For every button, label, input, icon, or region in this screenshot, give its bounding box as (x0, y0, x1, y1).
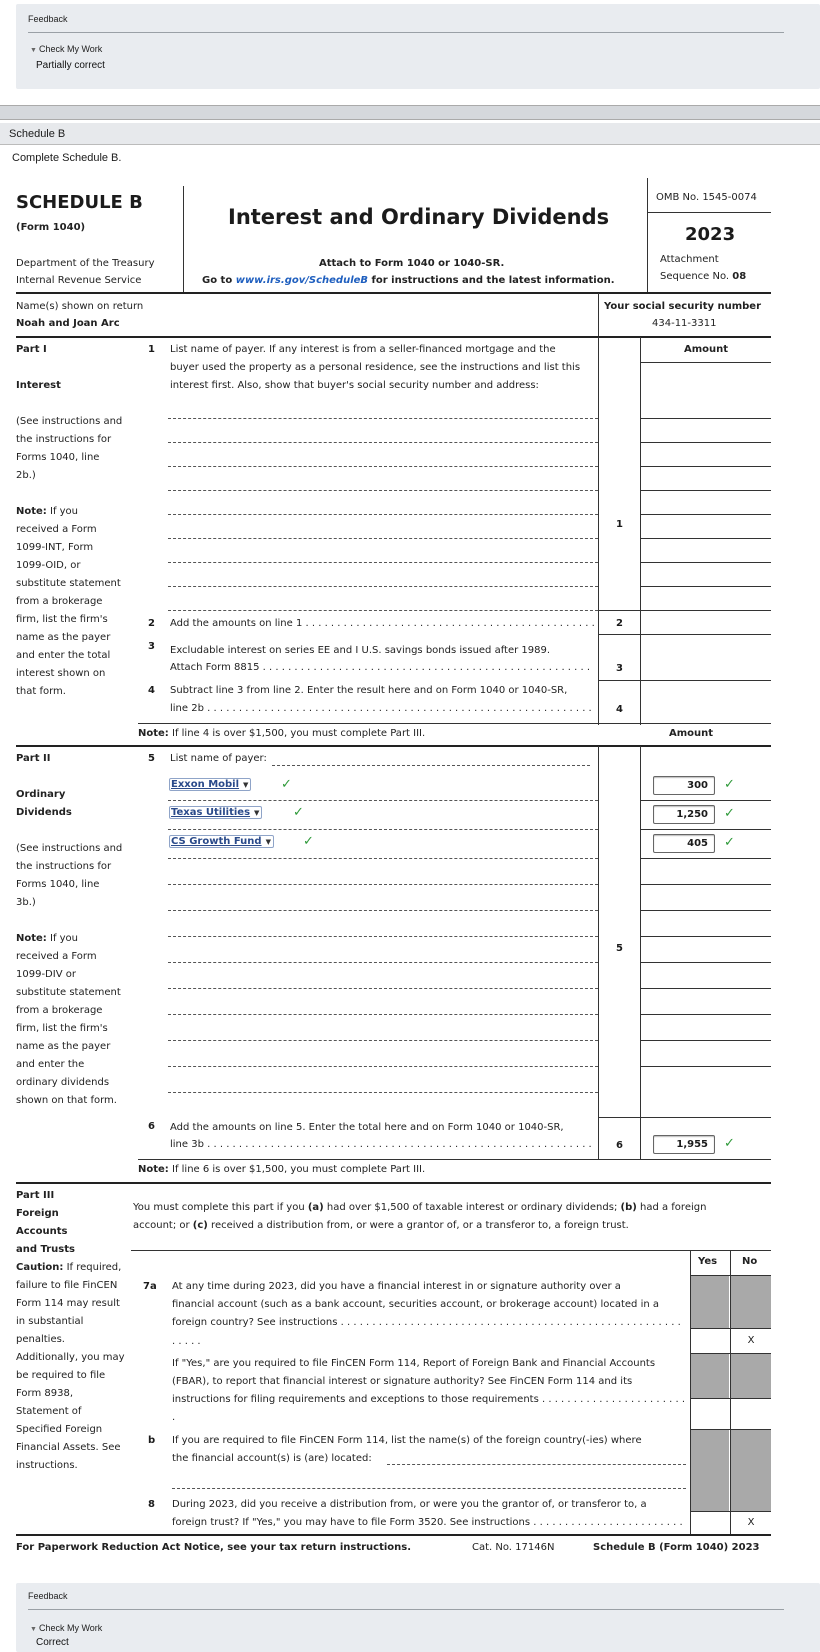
part1-note: Note: If you received a Form 1099-INT, Form 1099-OID, or substitute statement from a brokerage firm, list the firm's name as the payer and enter the total interest shown on that form. (16, 506, 121, 697)
interest-payer-row[interactable] (168, 514, 598, 515)
gray-cell (691, 1354, 729, 1398)
check-icon: ✓ (281, 777, 292, 792)
amount-row-rule (640, 1066, 771, 1067)
payer-select-exxon[interactable]: Exxon Mobil ▼ (169, 778, 251, 791)
q7b-country-input[interactable] (172, 1488, 686, 1489)
line6-total-input[interactable]: 1,955 (653, 1135, 715, 1154)
q7b-text: If you are required to file FinCEN Form 114, list the name(s) of the foreign country(-ies) where the financial account(s) is (are) located: (172, 1435, 642, 1464)
attach-text: Attach to Form 1040 or 1040-SR. (319, 258, 505, 269)
dividend-payer-row[interactable] (168, 988, 598, 989)
schedule-b-header (0, 123, 820, 145)
line2-rule (598, 634, 771, 635)
amount-row-rule (640, 514, 771, 515)
line2-box-number: 2 (616, 618, 623, 629)
line4-box-number: 4 (616, 704, 623, 715)
interest-payer-row[interactable] (168, 490, 598, 491)
yes-header: Yes (698, 1256, 718, 1267)
q7a-no-checkbox[interactable]: X (747, 1335, 755, 1346)
line6-number: 6 (148, 1121, 155, 1132)
dividend-payer-row[interactable] (168, 1014, 598, 1015)
q7a2-answer-rule (690, 1398, 771, 1399)
feedback-result: Partially correct (36, 60, 105, 71)
header-bottom-rule (16, 292, 771, 294)
part3-heading: Part III Foreign Accounts and Trusts (16, 1190, 75, 1255)
feedback-divider (28, 1609, 784, 1610)
interest-payer-row[interactable] (168, 586, 598, 587)
line4-number: 4 (148, 685, 155, 696)
gray-cell (691, 1276, 729, 1328)
amount-input-cs-growth[interactable]: 405 (653, 834, 715, 853)
check-my-work-toggle[interactable]: ▼ Check My Work (30, 1623, 103, 1633)
q7a-number: 7a (143, 1281, 157, 1292)
amount-row-rule (640, 1040, 771, 1041)
part2-col-a (598, 746, 599, 1160)
dividend-payer-row[interactable] (168, 884, 598, 885)
q7a-text: At any time during 2023, did you have a financial interest in or signature authority over a financial account (such as a bank account, securities account, or brokerage account) located in a foreign country? See instructions . . . . . . . . (172, 1278, 684, 1351)
form-subtitle: (Form 1040) (16, 222, 86, 233)
part1-bottom-rule (16, 745, 771, 747)
interest-payer-row[interactable] (168, 538, 598, 539)
q8-no-checkbox[interactable]: X (747, 1517, 755, 1528)
caret-down-icon: ▼ (243, 781, 249, 789)
gray-cell (731, 1276, 771, 1328)
amount-row-rule (598, 610, 771, 611)
amount-row-rule (640, 538, 771, 539)
amount-row-rule (640, 962, 771, 963)
header-divider-right (647, 178, 648, 292)
part2-amount-header: Amount (669, 728, 714, 739)
dividend-payer-row[interactable] (168, 1040, 598, 1041)
line2-text: Add the amounts on line 1 . . . (170, 615, 594, 633)
name-bottom-rule (16, 336, 771, 338)
schedule-b-header-title: Schedule B (9, 128, 66, 140)
amount-row-rule (640, 586, 771, 587)
amount-row-rule (640, 1014, 771, 1015)
omb-rule (647, 212, 771, 213)
line1-box-number: 1 (616, 519, 623, 530)
q7b-number: b (148, 1435, 156, 1446)
gray-cell (731, 1430, 771, 1511)
part2-note-part3: Note: If line 6 is over $1,500, you must complete Part III. (138, 1164, 426, 1175)
feedback-panel-bottom (16, 1583, 820, 1652)
amount-row-rule (640, 910, 771, 911)
q8-text: During 2023, did you receive a distribution from, or were you the grantor of, or transferor to, a foreign trust? If "Yes," you may have to file Form 3520. See instructions . . . (172, 1496, 684, 1532)
taxpayer-name: Noah and Joan Arc (16, 318, 120, 329)
line3-number: 3 (148, 641, 155, 652)
amount-row-rule (640, 936, 771, 937)
dividend-payer-row[interactable] (168, 936, 598, 937)
part1-heading: Interest (16, 380, 61, 391)
check-icon: ✓ (724, 806, 735, 821)
part3-intro-rule (131, 1250, 771, 1251)
form-bottom-rule (16, 1534, 771, 1536)
part2-bottom-rule (16, 1182, 771, 1184)
interest-payer-row[interactable] (168, 562, 598, 563)
amount-row-rule (640, 800, 771, 801)
line1-number: 1 (148, 344, 155, 355)
check-icon: ✓ (724, 777, 735, 792)
part1-note-part3: Note: If line 4 is over $1,500, you must complete Part III. (138, 728, 426, 739)
tax-year: 2023 (685, 224, 736, 245)
instruction-text: Complete Schedule B. (12, 152, 122, 164)
check-icon: ✓ (724, 835, 735, 850)
part2-label: Part II (16, 753, 51, 764)
amount-header-rule (640, 362, 771, 363)
ssn-value: 434-11-3311 (652, 318, 717, 329)
part1-col-a (598, 337, 599, 725)
part3-intro: You must complete this part if you (a) had over $1,500 of taxable interest or ordinary dividends; (b) had a foreign account; or (c) received a distribution from, or were a grantor of, or a transferor to, a foreign trust. (133, 1202, 707, 1231)
q7a2-text: If "Yes," are you required to file FinCEN Form 114, Report of Foreign Bank and Financial Accounts (FBAR), to report that financial interest or signature authority? See FinCEN Form 114 and its instructions for filing requirements and exceptions to those requirements . . . . (172, 1355, 684, 1427)
payer-select-cs-growth[interactable]: CS Growth Fund ▼ (169, 835, 274, 848)
caret-down-icon: ▼ (254, 809, 260, 817)
interest-payer-row[interactable] (168, 418, 598, 419)
line5-name-rule (272, 765, 590, 766)
line3-box-number: 3 (616, 663, 623, 674)
footer-schedule: Schedule B (Form 1040) 2023 (593, 1542, 760, 1553)
section-separator (0, 105, 820, 120)
part1-col-b (640, 337, 641, 725)
gray-cell (731, 1354, 771, 1398)
line3-text2: Attach Form 8815 . . . (170, 659, 594, 677)
interest-payer-row[interactable] (168, 466, 598, 467)
check-my-work-toggle[interactable]: ▼ Check My Work (30, 44, 103, 54)
feedback-divider (28, 32, 784, 33)
line4-text2: line 2b . . . (170, 700, 594, 718)
line3-text1: Excludable interest on series EE and I U.S. savings bonds issued after 1989. (170, 645, 551, 656)
dividend-payer-row[interactable] (168, 1092, 598, 1093)
amount-row-rule (640, 490, 771, 491)
amount-input-texas[interactable]: 1,250 (653, 805, 715, 824)
line5-number: 5 (148, 753, 155, 764)
check-icon: ✓ (293, 805, 304, 820)
amount-row-rule (640, 418, 771, 419)
line6-box-number: 6 (616, 1140, 623, 1151)
dividend-payer-row[interactable] (168, 962, 598, 963)
part1-label: Part I (16, 344, 47, 355)
dept-irs: Internal Revenue Service (16, 275, 142, 286)
ssn-divider (598, 293, 599, 337)
line1-text: List name of payer. If any interest is from a seller-financed mortgage and the buyer used the property as a personal residence, see the instructions and list this interest first. Also, show that buyer's social security number and address: (170, 344, 581, 391)
amount-row-rule (640, 884, 771, 885)
line2-number: 2 (148, 618, 155, 629)
check-icon: ✓ (303, 834, 314, 849)
header-divider-left (183, 186, 184, 292)
dividend-payer-row[interactable] (168, 1066, 598, 1067)
amount-row-rule (640, 442, 771, 443)
attachment-label: Attachment (660, 254, 719, 265)
sequence-label: Sequence No. 08 (660, 271, 747, 282)
footer-cat-no: Cat. No. 17146N (472, 1542, 555, 1553)
interest-payer-row[interactable] (168, 610, 598, 611)
sequence-number: 08 (732, 271, 747, 282)
line5-box-number: 5 (616, 943, 623, 954)
dividend-payer-row (168, 800, 598, 801)
feedback-panel-top (16, 4, 820, 89)
q8-yes-checkbox[interactable] (691, 1512, 729, 1534)
amount-row-rule (640, 988, 771, 989)
caret-down-icon: ▼ (265, 838, 271, 846)
name-label: Name(s) shown on return (16, 301, 144, 312)
schedule-title: SCHEDULE B (16, 192, 143, 213)
line4-rule (138, 723, 771, 724)
amount-row-rule (598, 1117, 771, 1118)
no-header: No (742, 1256, 758, 1267)
q7a-yes-checkbox[interactable] (691, 1329, 729, 1353)
main-title: Interest and Ordinary Dividends (228, 205, 610, 229)
part1-see-instructions: (See instructions and the instructions for Forms 1040, line 2b.) (16, 416, 123, 481)
triangle-down-icon: ▼ (30, 1626, 37, 1633)
dividend-payer-row (168, 858, 598, 859)
omb-number: OMB No. 1545-0074 (656, 192, 757, 203)
gray-cell (691, 1430, 729, 1511)
amount-row-rule (640, 466, 771, 467)
ssn-label: Your social security number (604, 301, 762, 312)
q7a2-yes-checkbox[interactable] (691, 1399, 729, 1429)
part2-see-instructions: (See instructions and the instructions for Forms 1040, line 3b.) (16, 843, 123, 908)
feedback-label: Feedback (28, 14, 68, 24)
triangle-down-icon: ▼ (30, 47, 37, 54)
part2-note: Note: If you received a Form 1099-DIV or substitute statement from a brokerage firm, list the firm's name as the payer and enter the ordinary dividends shown on that form. (16, 933, 121, 1106)
dept-treasury: Department of the Treasury (16, 258, 155, 269)
amount-row-rule (640, 562, 771, 563)
amount-input-exxon[interactable]: 300 (653, 776, 715, 795)
dividend-payer-row[interactable] (168, 910, 598, 911)
q7b-country-input[interactable] (387, 1464, 686, 1465)
line6-text2: line 3b . . . (170, 1136, 594, 1154)
check-icon: ✓ (724, 1136, 735, 1151)
line6-rule (138, 1159, 771, 1160)
amount-row-rule (640, 858, 771, 859)
payer-select-texas[interactable]: Texas Utilities ▼ (169, 806, 262, 819)
q7a2-no-checkbox[interactable] (731, 1399, 771, 1429)
goto-text: Go to www.irs.gov/ScheduleB for instructions and the latest information. (202, 275, 615, 286)
irs-link[interactable]: www.irs.gov/ScheduleB (235, 275, 369, 286)
q8-number: 8 (148, 1499, 155, 1510)
part1-amount-header: Amount (684, 344, 729, 355)
part2-col-b (640, 746, 641, 1160)
part3-caution: Caution: If required, failure to file FinCEN Form 114 may result in substantial penalties. Additionally, you may be required to file Form 8938, Statement of Specified Foreign Financial Assets. See instructions. (16, 1262, 125, 1471)
interest-payer-row[interactable] (168, 442, 598, 443)
footer-paperwork: For Paperwork Reduction Act Notice, see your tax return instructions. (16, 1542, 412, 1553)
dividend-payer-row (168, 829, 598, 830)
feedback-result: Correct (36, 1637, 69, 1648)
line3-rule (598, 680, 771, 681)
line5-text: List name of payer: (170, 753, 267, 764)
line4-text1: Subtract line 3 from line 2. Enter the result here and on Form 1040 or 1040-SR, (170, 685, 568, 696)
line6-text1: Add the amounts on line 5. Enter the total here and on Form 1040 or 1040-SR, (170, 1122, 564, 1133)
feedback-label: Feedback (28, 1591, 68, 1601)
part2-heading: Ordinary Dividends (16, 789, 72, 818)
amount-row-rule (640, 829, 771, 830)
